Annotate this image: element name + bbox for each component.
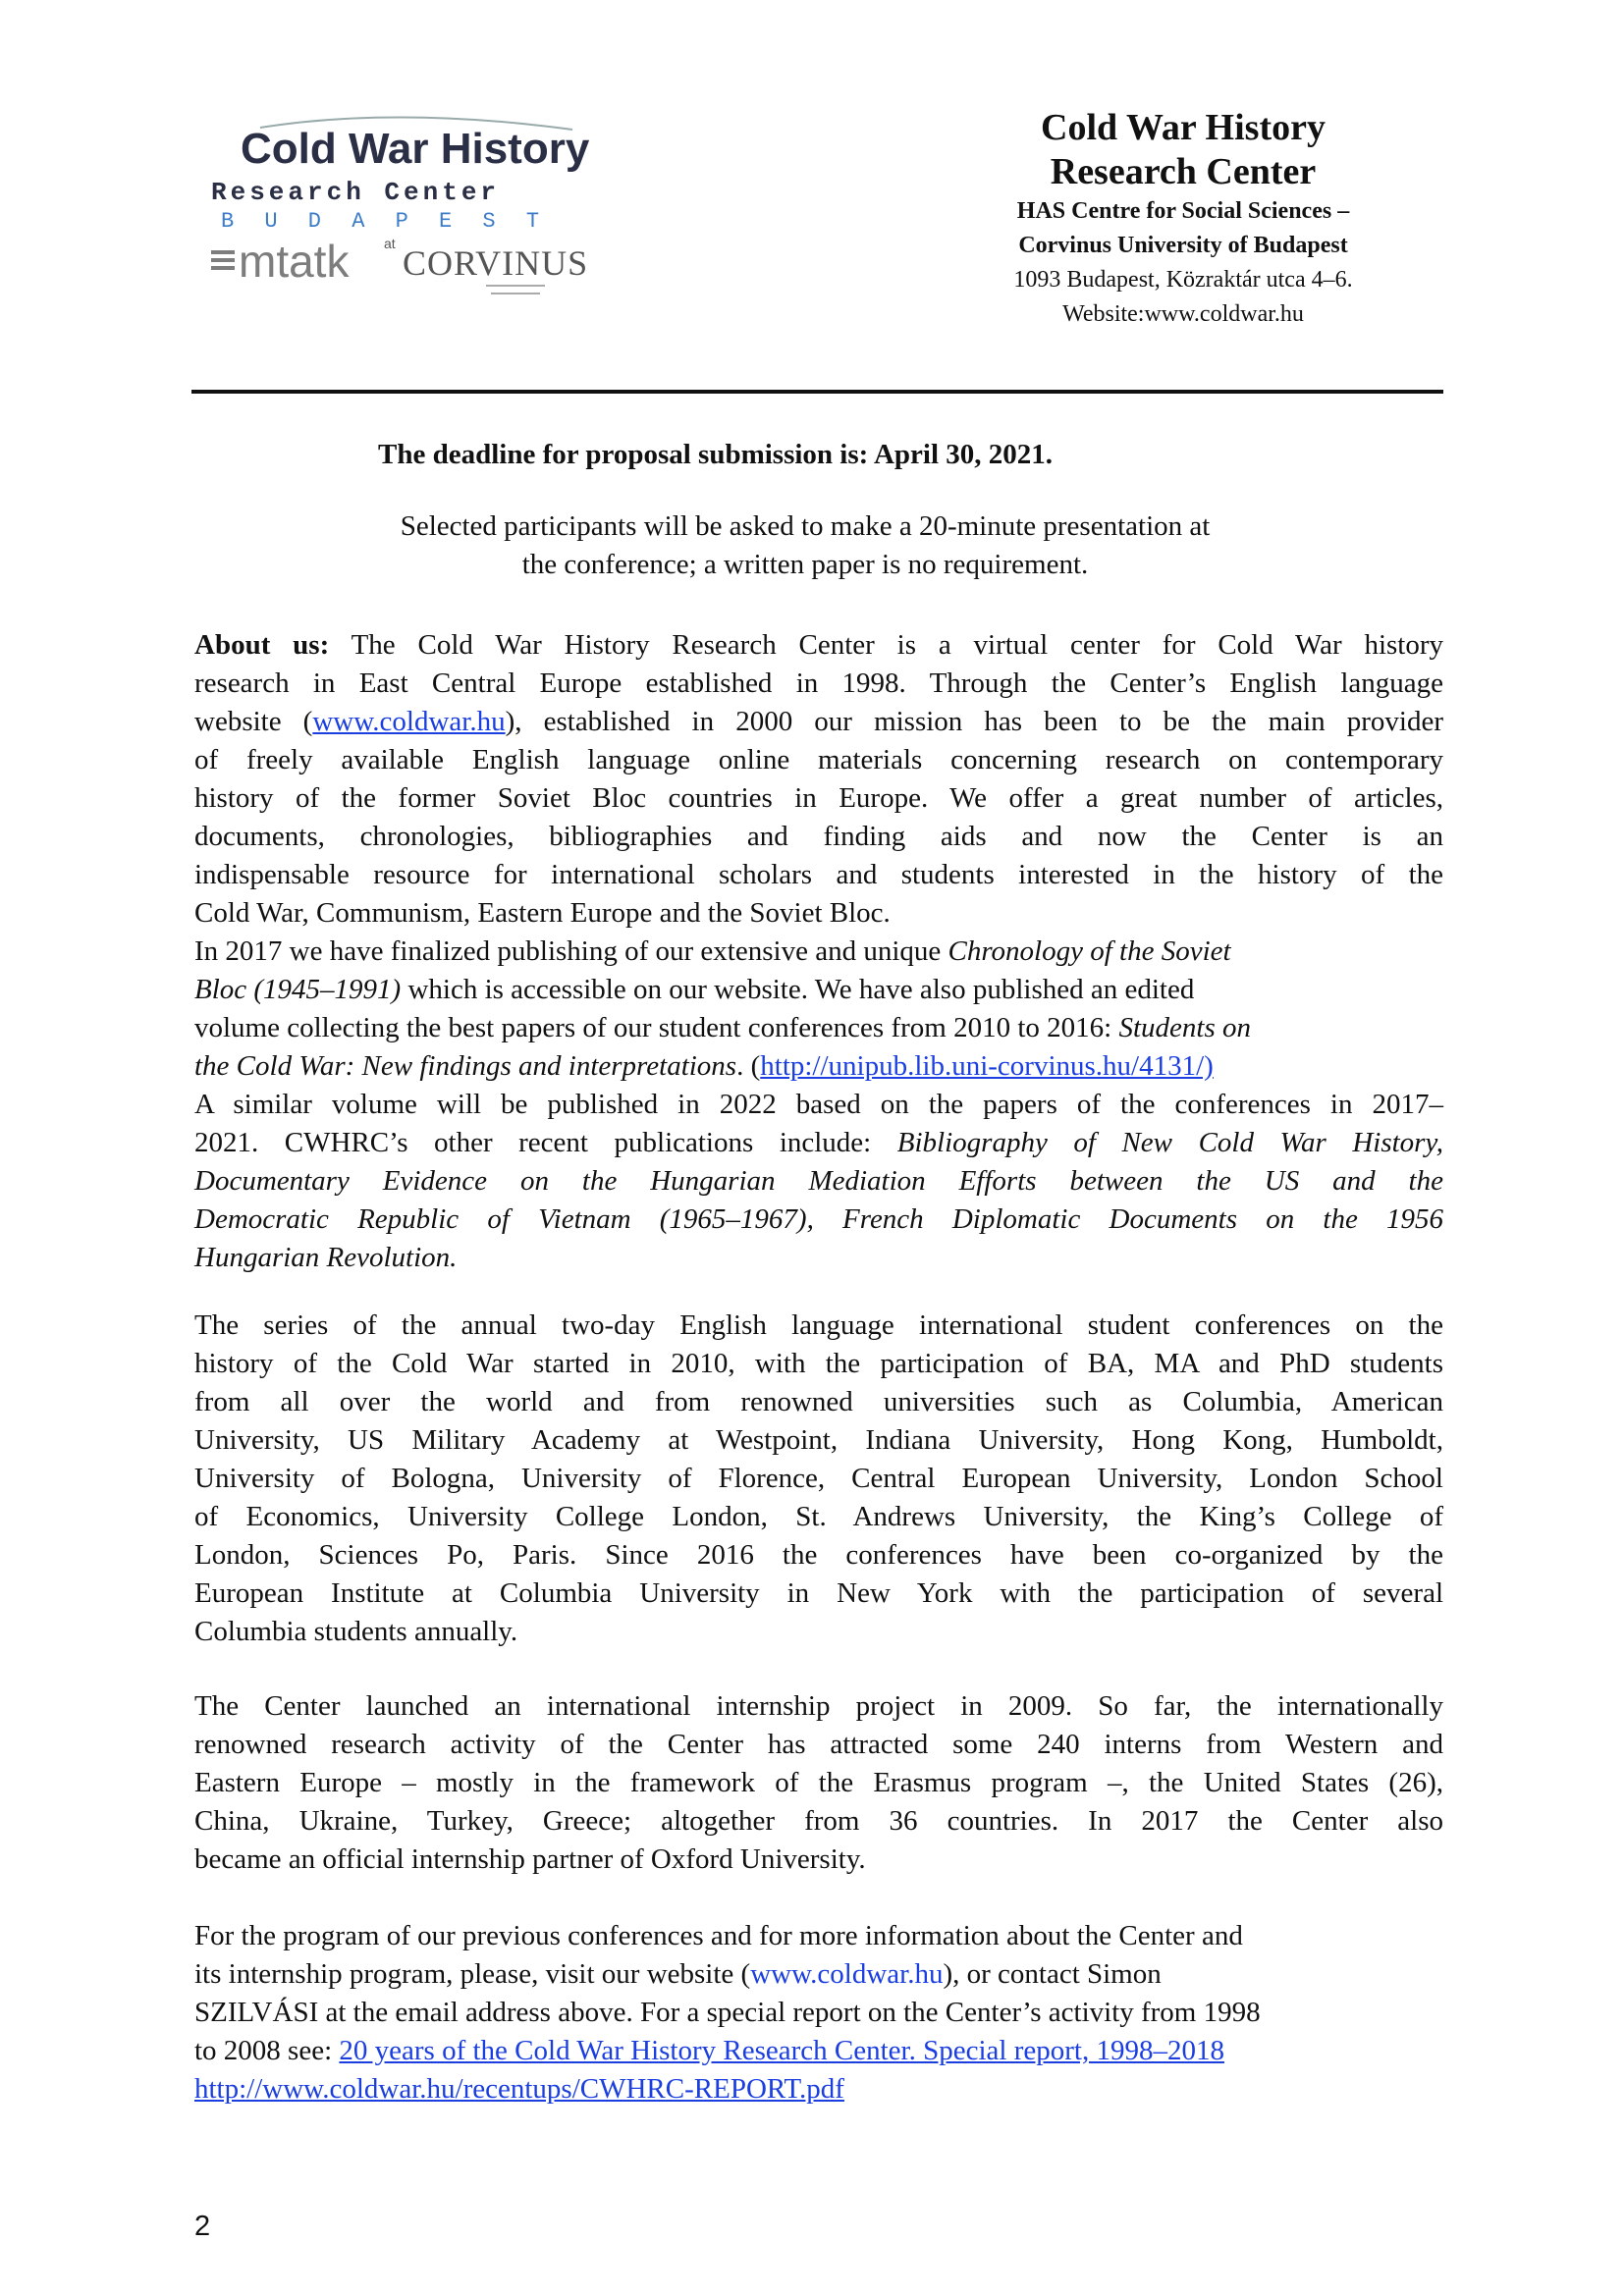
about-line: Democratic Republic of Vietnam (1965–1967), French Diplomatic Documents on the 1956 (194, 1203, 1443, 1235)
special-report-link[interactable]: 20 years of the Cold War History Research Center. Special report, 1998–2018 (339, 2035, 1224, 2066)
program-line: For the program of our previous conferences and for more information about the Center and (194, 1920, 1243, 1951)
org-address: 1093 Budapest, Közraktár utca 4–6. (1013, 267, 1353, 293)
about-line: of freely available English language online materials concerning research on contemporary (194, 744, 1443, 775)
logo-title: Cold War History (241, 125, 590, 173)
deadline-notice: The deadline for proposal submission is: April 30, 2021. (378, 439, 1054, 470)
internship-line: became an official internship partner of Oxford University. (194, 1843, 866, 1875)
internship-line: The Center launched an international internship project in 2009. So far, the internationally (194, 1690, 1443, 1722)
participants-line2: the conference; a written paper is no requirement. (521, 549, 1089, 580)
logo-partner-connector: at (384, 236, 396, 251)
series-line: history of the Cold War started in 2010, with the participation of BA, MA and PhD students (194, 1348, 1443, 1379)
internship-line: Eastern Europe – mostly in the framework of the Erasmus program –, the United States (26), (194, 1767, 1443, 1798)
program-line: to 2008 see: 20 years of the Cold War History Research Center. Special report, 1998–2018 (194, 2035, 1224, 2066)
series-line: from all over the world and from renowned universities such as Columbia, American (194, 1386, 1443, 1417)
logo-partner-mtatk: mtatk (239, 236, 350, 287)
series-line: Columbia students annually. (194, 1616, 518, 1647)
internship-section (194, 1687, 1443, 1879)
header-divider (191, 390, 1443, 394)
institution-info (938, 106, 1429, 332)
about-line: volume collecting the best papers of our student conferences from 2010 to 2016: Students on (194, 1012, 1251, 1043)
about-line: website (www.coldwar.hu), established in 2000 our mission has been to be the main provider (194, 706, 1443, 737)
coldwar-website-text-link[interactable]: www.coldwar.hu (750, 1958, 944, 1990)
about-us-section (194, 626, 1443, 1277)
series-line: University of Bologna, University of Florence, Central European University, London School (194, 1463, 1443, 1494)
internship-line: renowned research activity of the Center has attracted some 240 interns from Western and (194, 1729, 1443, 1760)
program-line: its internship program, please, visit our website (www.coldwar.hu), or contact Simon (194, 1958, 1162, 1990)
conference-series-section (194, 1307, 1443, 1651)
about-line: 2021. CWHRC’s other recent publications include: Bibliography of New Cold War History, (194, 1127, 1443, 1158)
about-line: Cold War, Communism, Eastern Europe and the Soviet Bloc. (194, 897, 891, 929)
org-website: Website:www.coldwar.hu (1062, 301, 1304, 327)
org-name-line2: Research Center (1050, 151, 1317, 192)
about-line: indispensable resource for international scholars and students interested in the history of the (194, 859, 1443, 890)
about-line: Bloc (1945–1991) which is accessible on our website. We have also published an edited (194, 974, 1195, 1005)
page-number: 2 (194, 2211, 211, 2242)
about-line: documents, chronologies, bibliographies and finding aids and now the Center is an (194, 821, 1443, 852)
org-name-line1: Cold War History (1041, 107, 1326, 148)
about-label: About us: (194, 629, 330, 661)
about-line: A similar volume will be published in 2022 based on the papers of the conferences in 2017– (194, 1089, 1443, 1120)
org-affiliation-line2: Corvinus University of Budapest (1018, 233, 1348, 258)
unipub-link[interactable]: http://unipub.lib.uni-corvinus.hu/4131/) (760, 1050, 1214, 1082)
coldwar-website-link[interactable]: www.coldwar.hu (312, 706, 506, 737)
program-info-section (194, 1917, 1443, 2109)
program-line (194, 2070, 1443, 2109)
about-line: Hungarian Revolution. (194, 1242, 458, 1273)
series-line: London, Sciences Po, Paris. Since 2016 the conferences have been co-organized by the (194, 1539, 1443, 1571)
series-line: The series of the annual two-day English language international student conferences on the (194, 1309, 1443, 1341)
logo-city: B U D A P E S T (221, 209, 549, 234)
series-line: University, US Military Academy at Westpoint, Indiana University, Hong Kong, Humboldt, (194, 1424, 1443, 1456)
series-line: of Economics, University College London, St. Andrews University, the King’s College of (194, 1501, 1443, 1532)
about-line: research in East Central Europe established in 1998. Through the Center’s English language (194, 667, 1443, 699)
logo-subtitle: Research Center (211, 178, 501, 207)
series-line: European Institute at Columbia University in New York with the participation of several (194, 1577, 1443, 1609)
participants-notice (324, 507, 1286, 584)
organization-logo (201, 106, 623, 312)
about-line: About us: The Cold War History Research Center is a virtual center for Cold War history (194, 629, 1443, 661)
about-line: history of the former Soviet Bloc countries in Europe. We offer a great number of articles, (194, 782, 1443, 814)
participants-line1: Selected participants will be asked to make a 20-minute presentation at (400, 510, 1211, 542)
internship-line: China, Ukraine, Turkey, Greece; altogether from 36 countries. In 2017 the Center also (194, 1805, 1443, 1837)
org-affiliation-line1: HAS Centre for Social Sciences – (1016, 198, 1350, 224)
program-line: SZILVÁSI at the email address above. For a special report on the Center’s activity from 1998 (194, 1997, 1261, 2028)
about-line: In 2017 we have finalized publishing of our extensive and unique Chronology of the Soviet (194, 935, 1231, 967)
report-pdf-link[interactable]: http://www.coldwar.hu/recentups/CWHRC-REPORT.pdf (194, 2073, 844, 2105)
about-line: Documentary Evidence on the Hungarian Mediation Efforts between the US and the (194, 1165, 1443, 1197)
logo-partner-corvinus: CORVINUS (403, 243, 589, 283)
about-line: the Cold War: New findings and interpretations. (http://unipub.lib.uni-corvinus.hu/4131/) (194, 1050, 1214, 1082)
